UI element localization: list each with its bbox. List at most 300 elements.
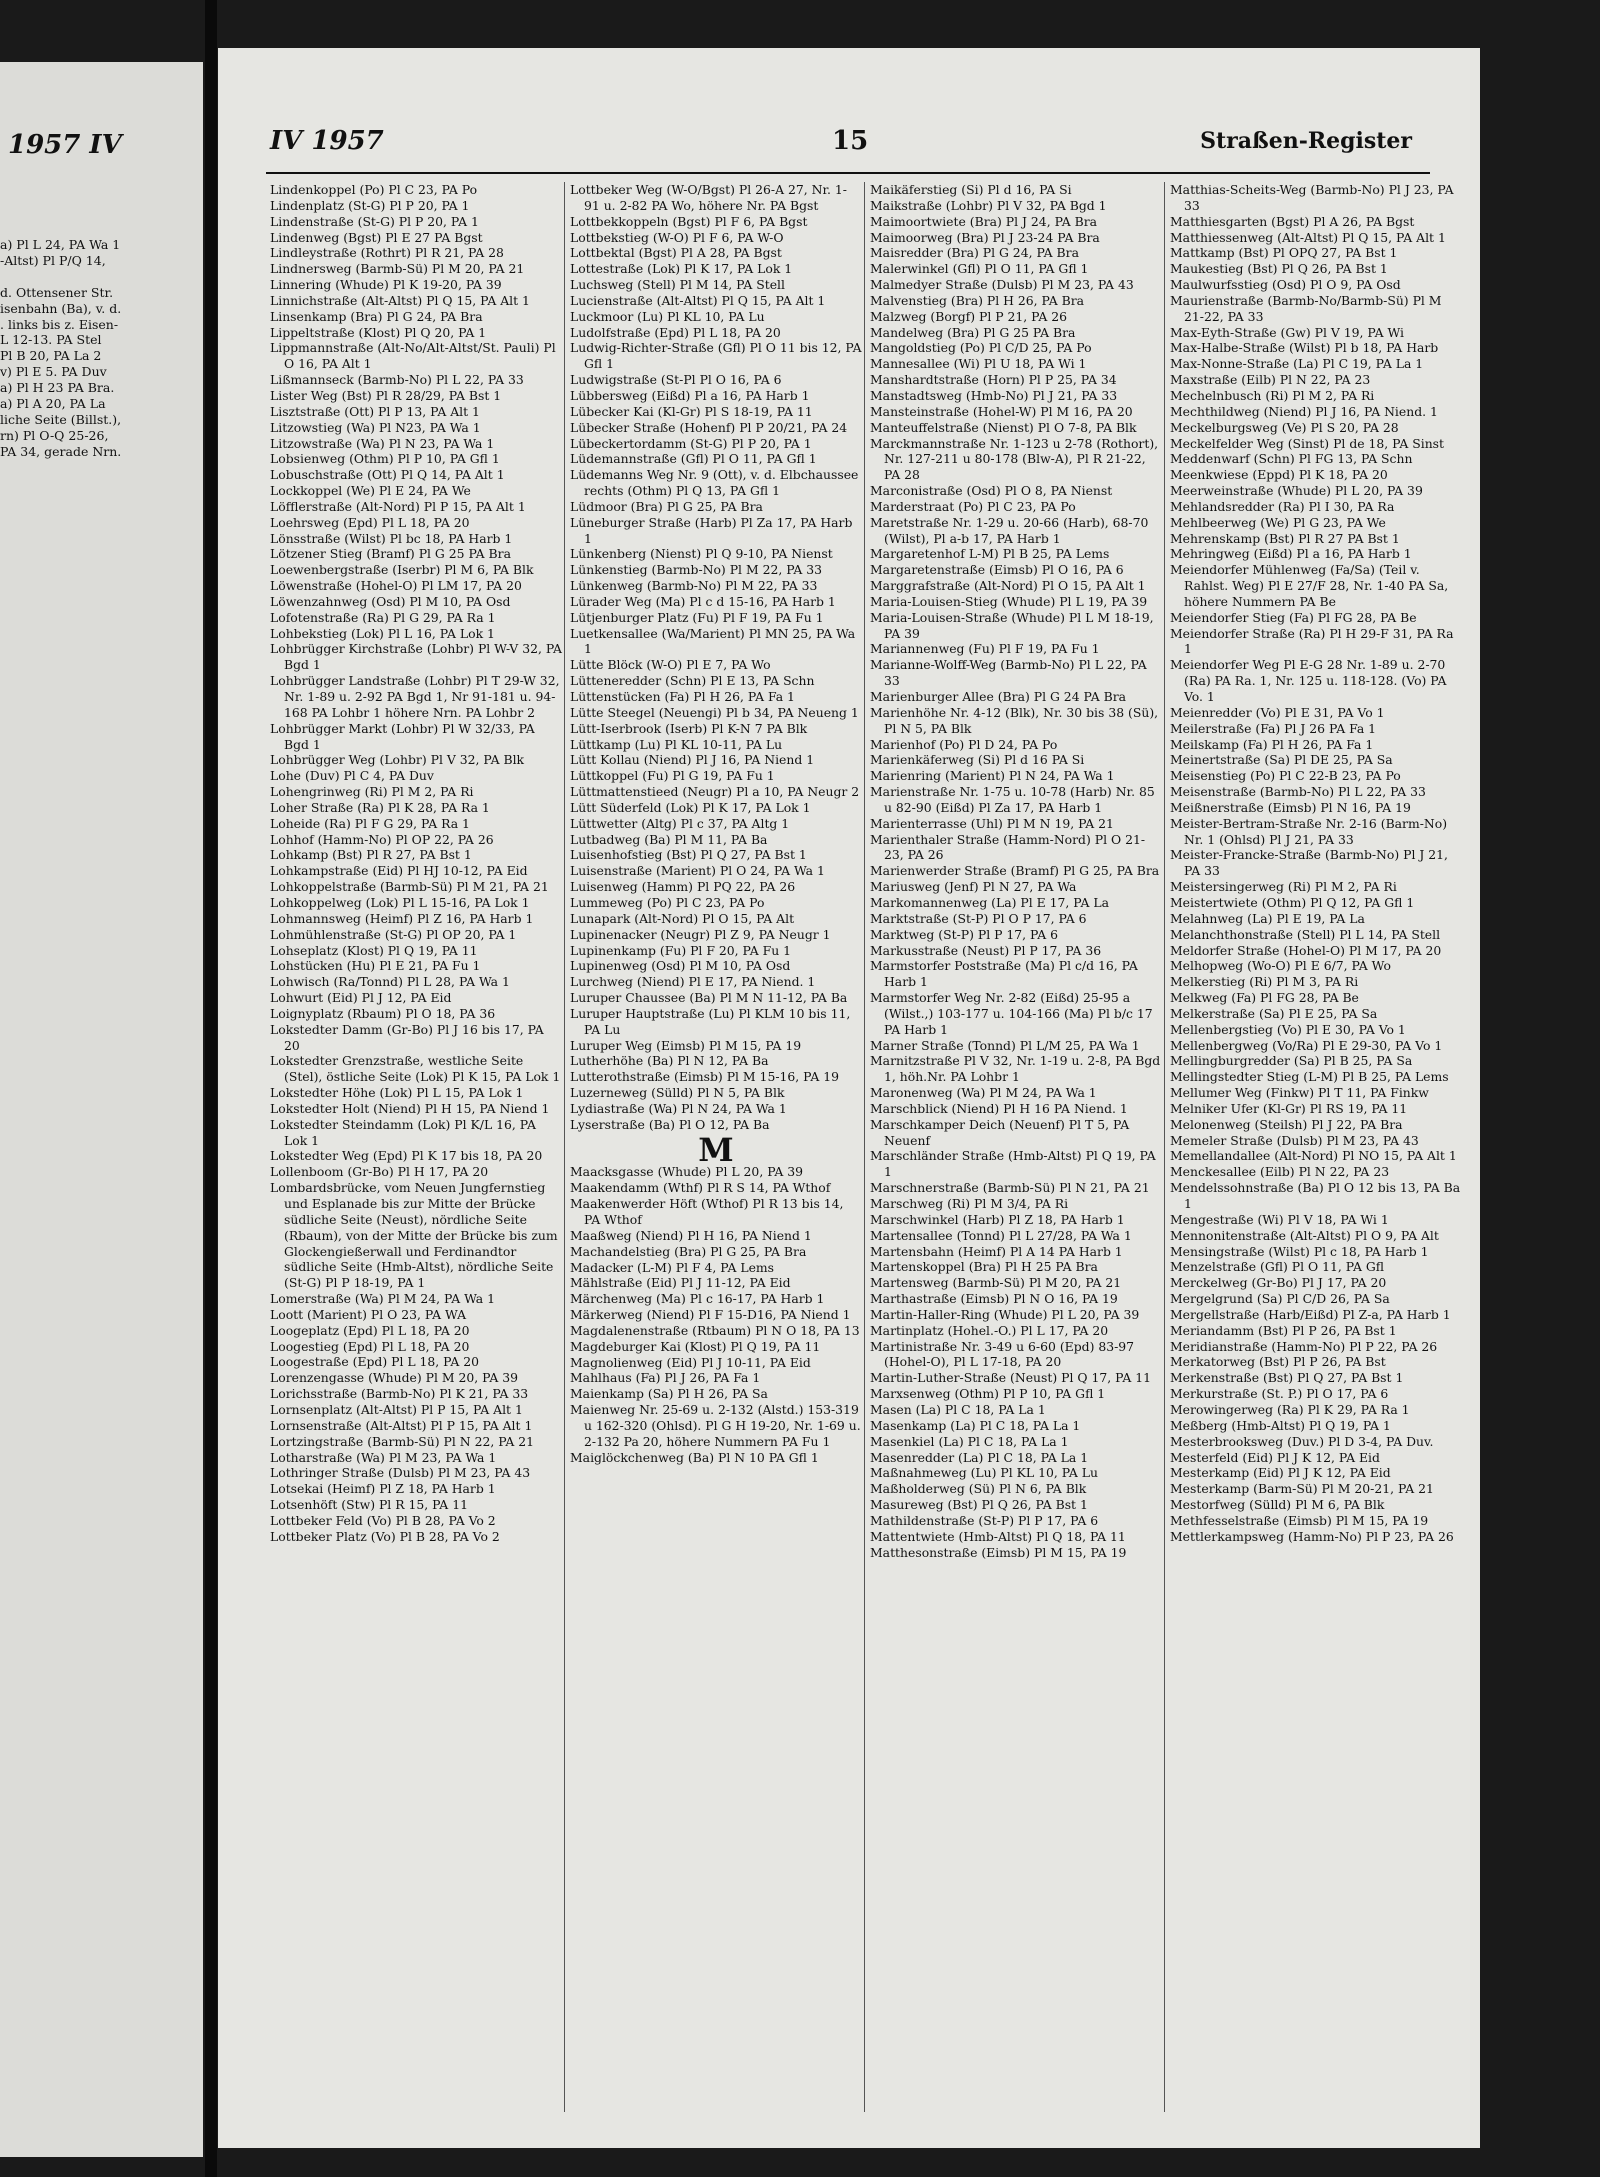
street-entry: Marienterrasse (Uhl) Pl M N 19, PA 21 [870,815,1114,831]
street-entry: Maacksgasse (Whude) Pl L 20, PA 39 [570,1164,804,1180]
street-entry: Mestorfweg (Sülld) Pl M 6, PA Blk [1170,1497,1385,1513]
street-entry: Memeler Straße (Dulsb) Pl M 23, PA 43 [1170,1132,1419,1148]
street-entry: Lornsenplatz (Alt-Altst) Pl P 15, PA Alt 1 [270,1401,523,1417]
street-entry: Meistersingerweg (Ri) Pl M 2, PA Ri [1170,879,1397,895]
street-entry: Lindleystraße (Rothrt) Pl R 21, PA 28 [270,245,504,261]
street-entry: Marschweg (Ri) Pl M 3/4, PA Ri [870,1196,1069,1211]
street-entry: Meienredder (Vo) Pl E 31, PA Vo 1 [1170,704,1385,720]
street-entry: Marienhöhe Nr. 4-12 (Blk), Nr. 30 bis 38 (Sü), Pl N 5, PA Blk [870,704,1159,736]
street-entry: Ludwigstraße (St-Pl Pl O 16, PA 6 [570,372,782,388]
street-entry: Märchenweg (Ma) Pl c 16-17, PA Harb 1 [570,1291,825,1307]
street-entry: Meriandamm (Bst) Pl P 26, PA Bst 1 [1170,1322,1397,1338]
street-entry: Mannesallee (Wi) Pl U 18, PA Wi 1 [870,356,1087,372]
street-entry: Maria-Louisen-Stieg (Whude) Pl L 19, PA 39 [870,593,1148,609]
street-entry: Lotsenhöft (Stw) Pl R 15, PA 11 [270,1497,468,1513]
street-entry: Meldorfer Straße (Hohel-O) Pl M 17, PA 20 [1170,942,1442,958]
street-entry: Loott (Marient) Pl O 23, PA WA [270,1306,467,1322]
street-entry: Lokstedter Holt (Niend) Pl H 15, PA Niend 1 [270,1100,550,1116]
street-entry: Lomerstraße (Wa) Pl M 24, PA Wa 1 [270,1291,496,1307]
street-entry: Lißmannseck (Barmb-No) Pl L 22, PA 33 [270,372,524,388]
street-entry: Mehlbeerweg (We) Pl G 23, PA We [1170,514,1386,530]
street-entry: Malzweg (Borgf) Pl P 21, PA 26 [870,308,1067,324]
street-entry: Masenkamp (La) Pl C 18, PA La 1 [870,1417,1081,1433]
street-entry: Marienhof (Po) Pl D 24, PA Po [870,736,1058,752]
street-entry: Mellenbergweg (Vo/Ra) Pl E 29-30, PA Vo 1 [1170,1037,1443,1053]
street-entry: Loogestraße (Epd) Pl L 18, PA 20 [270,1354,480,1370]
street-entry: Marktstraße (St-P) Pl O P 17, PA 6 [870,910,1087,926]
street-entry: Martensbahn (Heimf) Pl A 14 PA Harb 1 [870,1243,1123,1259]
street-entry: Maukestieg (Bst) Pl Q 26, PA Bst 1 [1170,261,1388,277]
street-entry: Lotharstraße (Wa) Pl M 23, PA Wa 1 [270,1449,497,1465]
street-entry: Meßberg (Hmb-Altst) Pl Q 19, PA 1 [1170,1417,1391,1433]
street-entry: Meridianstraße (Hamm-No) Pl P 22, PA 26 [1170,1338,1438,1354]
street-entry: Maikäferstieg (Si) Pl d 16, PA Si [870,182,1072,197]
street-entry: Lottbeker Platz (Vo) Pl B 28, PA Vo 2 [270,1528,500,1544]
street-entry: Marschkamper Deich (Neuenf) Pl T 5, PA Neuenf [870,1116,1130,1148]
street-entry: Löfflerstraße (Alt-Nord) Pl P 15, PA Alt 1 [270,498,526,514]
street-entry: Meißnerstraße (Eimsb) Pl N 16, PA 19 [1170,799,1411,815]
street-entry: Lohwurt (Eid) Pl J 12, PA Eid [270,990,452,1006]
street-entry: Magdeburger Kai (Klost) Pl Q 19, PA 11 [570,1338,821,1354]
street-entry: Martinistraße Nr. 3-49 u 6-60 (Epd) 83-97 (Hohel-O), Pl L 17-18, PA 20 [870,1338,1135,1370]
street-entry: Maienweg Nr. 25-69 u. 2-132 (Alstd.) 153-319 u 162-320 (Ohlsd). Pl G H 19-20, Nr. 1-69 u. 2-132 Pa 20, höhere Nummern PA Fu 1 [570,1402,861,1449]
street-entry: Mesterfeld (Eid) Pl J K 12, PA Eid [1170,1449,1380,1465]
street-entry: Marckmannstraße Nr. 1-123 u 2-78 (Rothort), Nr. 127-211 u 80-178 (Blw-A), Pl R 21-22, PA 28 [870,435,1159,483]
street-entry: Max-Halbe-Straße (Wilst) Pl b 18, PA Harb [1170,340,1439,356]
street-entry: Melhopweg (Wo-O) Pl E 6/7, PA Wo [1170,958,1391,974]
street-entry: Malvenstieg (Bra) Pl H 26, PA Bra [870,292,1085,308]
street-entry: Lohwisch (Ra/Tonnd) Pl L 28, PA Wa 1 [270,974,510,990]
street-entry: Margaretenstraße (Eimsb) Pl O 16, PA 6 [870,562,1124,578]
street-entry: Malmedyer Straße (Dulsb) Pl M 23, PA 43 [870,277,1134,293]
street-entry: Maronenweg (Wa) Pl M 24, PA Wa 1 [870,1085,1097,1101]
street-entry: Lübbersweg (Eißd) Pl a 16, PA Harb 1 [570,387,810,403]
street-entry: Melonenweg (Steilsh) Pl J 22, PA Bra [1170,1116,1403,1132]
section-letter: M [698,1130,734,1169]
street-entry: Meckelfelder Weg (Sinst) Pl de 18, PA Sinst [1170,435,1445,451]
street-entry: Mangoldstieg (Po) Pl C/D 25, PA Po [870,340,1092,356]
street-entry: Lockkoppel (We) Pl E 24, PA We [270,483,471,499]
street-entry: Manteuffelstraße (Nienst) Pl O 7-8, PA Blk [870,419,1137,435]
street-entry: Lohkamp (Bst) Pl R 27, PA Bst 1 [270,847,472,863]
street-entry: Loogeplatz (Epd) Pl L 18, PA 20 [270,1322,470,1338]
street-entry: Lütte Blöck (W-O) Pl E 7, PA Wo [570,657,771,673]
street-entry: Marienring (Marient) Pl N 24, PA Wa 1 [870,768,1115,784]
street-entry: Mehringweg (Eißd) Pl a 16, PA Harb 1 [1170,546,1412,562]
street-entry: Mansteinstraße (Hohel-W) Pl M 16, PA 20 [870,403,1133,419]
street-entry: Mensingstraße (Wilst) Pl c 18, PA Harb 1 [1170,1243,1429,1259]
street-entry: Lübecker Straße (Hohenf) Pl P 20/21, PA 24 [570,419,848,435]
street-entry: Löwenzahnweg (Osd) Pl M 10, PA Osd [270,593,511,609]
street-entry: Lohmühlenstraße (St-G) Pl OP 20, PA 1 [270,926,517,942]
left-page-fragment-line: a) Pl H 23 PA Bra. [0,380,115,396]
street-entry: Menzelstraße (Gfl) Pl O 11, PA Gfl [1170,1259,1385,1275]
street-entry: Lutterothstraße (Eimsb) Pl M 15-16, PA 19 [570,1069,840,1085]
street-entry: Lüttmattenstieed (Neugr) Pl a 10, PA Neugr 2 [570,784,860,800]
street-entry: Lübeckertordamm (St-G) Pl P 20, PA 1 [570,435,812,451]
street-entry: Maßnahmeweg (Lu) Pl KL 10, PA Lu [870,1465,1099,1481]
street-entry: Lünkenweg (Barmb-No) Pl M 22, PA 33 [570,578,818,594]
street-entry: Lüneburger Straße (Harb) Pl Za 17, PA Harb 1 [570,514,853,546]
left-page-fragment-line: a) Pl L 24, PA Wa 1 [0,237,121,252]
street-entry: Markomannenweg (La) Pl E 17, PA La [870,894,1109,910]
street-entry: Lornsenstraße (Alt-Altst) Pl P 15, PA Alt 1 [270,1417,533,1433]
street-entry: Maria-Louisen-Straße (Whude) Pl L M 18-19, PA 39 [870,609,1154,641]
street-entry: Mechelnbusch (Ri) Pl M 2, PA Ri [1170,387,1375,403]
left-page-edge [0,62,203,2157]
street-entry: Lucienstraße (Alt-Altst) Pl Q 15, PA Alt 1 [570,292,826,308]
street-entry: Mesterkamp (Barm-Sü) Pl M 20-21, PA 21 [1170,1481,1434,1497]
street-entry: Loher Straße (Ra) Pl K 28, PA Ra 1 [270,799,490,815]
running-head-volume: IV 1957 [270,126,384,156]
street-entry: Marnitzstraße Pl V 32, Nr. 1-19 u. 2-8, PA Bgd 1, höh.Nr. PA Lohbr 1 [870,1053,1161,1085]
street-column-1 [270,182,562,1545]
street-entry: Lutbadweg (Ba) Pl M 11, PA Ba [570,831,768,847]
street-entry: Mehlandsredder (Ra) Pl I 30, PA Ra [1170,498,1395,514]
column-divider [564,182,565,2112]
street-entry: Meiendorfer Stieg (Fa) Pl FG 28, PA Be [1170,609,1417,625]
street-entry: Memellandallee (Alt-Nord) Pl NO 15, PA Alt 1 [1170,1148,1457,1164]
street-entry: Marggrafstraße (Alt-Nord) Pl O 15, PA Alt 1 [870,578,1146,594]
street-entry: Lupinenkamp (Fu) Pl F 20, PA Fu 1 [570,942,791,958]
street-entry: Mellingburgredder (Sa) Pl B 25, PA Sa [1170,1053,1413,1069]
street-column-2 [570,182,862,1466]
street-entry: Maulwurfsstieg (Osd) Pl O 9, PA Osd [1170,277,1401,293]
street-entry: Martinplatz (Hohel.-O.) Pl L 17, PA 20 [870,1322,1109,1338]
street-entry: Mellingstedter Stieg (L-M) Pl B 25, PA Lems [1170,1069,1449,1085]
street-entry: Lindenkoppel (Po) Pl C 23, PA Po [270,182,478,197]
street-entry: Maurienstraße (Barmb-No/Barmb-Sü) Pl M 21-22, PA 33 [1170,292,1442,324]
street-entry: Meisenstraße (Barmb-No) Pl L 22, PA 33 [1170,784,1426,800]
street-entry: Lobsienweg (Othm) Pl P 10, PA Gfl 1 [270,451,500,467]
street-entry: Loignyplatz (Rbaum) Pl O 18, PA 36 [270,1005,496,1021]
street-entry: Meisenstieg (Po) Pl C 22-B 23, PA Po [1170,768,1401,784]
street-entry: Machandelstieg (Bra) Pl G 25, PA Bra [570,1243,807,1259]
street-entry: Lottbeker Feld (Vo) Pl B 28, PA Vo 2 [270,1512,496,1528]
street-entry: Lohmannsweg (Heimf) Pl Z 16, PA Harb 1 [270,910,534,926]
street-entry: Lisztstraße (Ott) Pl P 13, PA Alt 1 [270,403,480,419]
street-entry: Meiendorfer Weg Pl E-G 28 Nr. 1-89 u. 2-70 (Ra) PA Ra. 1, Nr. 125 u. 118-128. (Vo) PA Vo. 1 [1170,657,1447,704]
street-entry: Martin-Haller-Ring (Whude) Pl L 20, PA 39 [870,1306,1140,1322]
street-entry: Marschwinkel (Harb) Pl Z 18, PA Harb 1 [870,1211,1125,1227]
street-entry: Lindenplatz (St-G) Pl P 20, PA 1 [270,197,470,213]
column-divider [1164,182,1165,2112]
street-entry: Lydiastraße (Wa) Pl N 24, PA Wa 1 [570,1100,787,1116]
street-entry: Mahlhaus (Fa) Pl J 26, PA Fa 1 [570,1370,761,1386]
street-entry: Methfesselstraße (Eimsb) Pl M 15, PA 19 [1170,1512,1429,1528]
street-entry: Lippmannstraße (Alt-No/Alt-Altst/St. Pauli) Pl O 16, PA Alt 1 [270,340,556,372]
street-entry: Merkatorweg (Bst) Pl P 26, PA Bst [1170,1354,1386,1370]
left-page-fragment-line [0,269,200,285]
street-entry: Marconistraße (Osd) Pl O 8, PA Nienst [870,483,1113,499]
street-entry: Manshardtstraße (Horn) Pl P 25, PA 34 [870,372,1117,388]
column-divider [864,182,865,2112]
street-entry: Luruper Chaussee (Ba) Pl M N 11-12, PA Ba [570,990,848,1006]
street-entry: Max-Eyth-Straße (Gw) Pl V 19, PA Wi [1170,324,1404,340]
street-entry: Mattkamp (Bst) Pl OPQ 27, PA Bst 1 [1170,245,1398,261]
street-entry: Maakenwerder Höft (Wthof) Pl R 13 bis 14, PA Wthof [570,1196,844,1227]
street-entry: Melanchthonstraße (Stell) Pl L 14, PA Stell [1170,926,1441,942]
street-entry: Markusstraße (Neust) Pl P 17, PA 36 [870,942,1102,958]
street-entry: Maiglöckchenweg (Ba) Pl N 10 PA Gfl 1 [570,1449,819,1465]
left-page-header: 1957 IV [8,130,122,160]
left-page-fragments [0,237,200,460]
street-entry: Magnolienweg (Eid) Pl J 10-11, PA Eid [570,1354,811,1370]
street-entry: Mariannenweg (Fu) Pl F 19, PA Fu 1 [870,641,1100,657]
street-entry: Meistertwiete (Othm) Pl Q 12, PA Gfl 1 [1170,894,1415,910]
street-entry: Löwenstraße (Hohel-O) Pl LM 17, PA 20 [270,578,522,594]
street-entry: Maretstraße Nr. 1-29 u. 20-66 (Harb), 68-70 (Wilst), Pl a-b 17, PA Harb 1 [870,514,1149,546]
street-entry: Lütt-Iserbrook (Iserb) Pl K-N 7 PA Blk [570,720,808,736]
street-entry: Lüttenstücken (Fa) Pl H 26, PA Fa 1 [570,689,795,704]
street-entry: Mariusweg (Jenf) Pl N 27, PA Wa [870,879,1077,895]
street-entry: Meckelburgsweg (Ve) Pl S 20, PA 28 [1170,419,1399,435]
street-entry: Matthiesgarten (Bgst) Pl A 26, PA Bgst [1170,213,1415,229]
street-entry: Lünkenstieg (Barmb-No) Pl M 22, PA 33 [570,562,823,578]
street-entry: Luzerneweg (Sülld) Pl N 5, PA Blk [570,1085,785,1101]
left-page-fragment-line: a) Pl A 20, PA La [0,396,106,412]
street-entry: Luchsweg (Stell) Pl M 14, PA Stell [570,277,785,293]
street-entry: Lohstücken (Hu) Pl E 21, PA Fu 1 [270,958,481,974]
street-entry: Lübecker Kai (Kl-Gr) Pl S 18-19, PA 11 [570,403,813,419]
street-entry: Lüttkoppel (Fu) Pl G 19, PA Fu 1 [570,768,775,784]
street-entry: Maaßweg (Niend) Pl H 16, PA Niend 1 [570,1227,812,1243]
street-entry: Meenkwiese (Eppd) Pl K 18, PA 20 [1170,467,1388,483]
street-entry: Lorichsstraße (Barmb-No) Pl K 21, PA 33 [270,1386,529,1402]
street-entry: Meister-Francke-Straße (Barmb-No) Pl J 21, PA 33 [1170,847,1448,879]
street-entry: Lindenstraße (St-G) Pl P 20, PA 1 [270,213,479,229]
street-entry: Lortzingstraße (Barmb-Sü) Pl N 22, PA 21 [270,1433,535,1449]
street-entry: Mettlerkampsweg (Hamm-No) Pl P 23, PA 26 [1170,1528,1454,1544]
street-entry: Meiendorfer Straße (Ra) Pl H 29-F 31, PA Ra 1 [1170,625,1454,657]
street-entry: Lohhof (Hamm-No) Pl OP 22, PA 26 [270,831,494,847]
street-entry: Madacker (L-M) Pl F 4, PA Lems [570,1259,775,1275]
street-entry: Marschländer Straße (Hmb-Altst) Pl Q 19, PA 1 [870,1148,1156,1180]
street-entry: Manstadtsweg (Hmb-No) Pl J 21, PA 33 [870,387,1118,403]
street-entry: Lottestraße (Lok) Pl K 17, PA Lok 1 [570,261,793,277]
street-entry: Linnichstraße (Alt-Altst) Pl Q 15, PA Alt 1 [270,292,530,308]
street-entry: Lohbrügger Weg (Lohbr) Pl V 32, PA Blk [270,752,525,768]
left-page-fragment-line: L 12-13. PA Stel [0,332,102,348]
street-entry: Mechthildweg (Niend) Pl J 16, PA Niend. 1 [1170,403,1438,419]
street-entry: Mandelweg (Bra) Pl G 25 PA Bra [870,324,1076,340]
left-page-fragment-line: -Altst) Pl P/Q 14, [0,252,106,268]
street-entry: Loehrsweg (Epd) Pl L 18, PA 20 [270,514,470,530]
left-page-fragment-line: PA 34, gerade Nrn. [0,443,122,459]
street-entry: Luruper Hauptstraße (Lu) Pl KLM 10 bis 11, PA Lu [570,1005,851,1037]
street-entry: Masenkiel (La) Pl C 18, PA La 1 [870,1433,1069,1449]
street-entry: Lötzener Stieg (Bramf) Pl G 25 PA Bra [270,546,511,562]
left-page-fragment-line: isenbahn (Ba), v. d. [0,300,122,316]
street-entry: Maisredder (Bra) Pl G 24, PA Bra [870,245,1079,261]
street-entry: Lohengrinweg (Ri) Pl M 2, PA Ri [270,784,474,800]
street-entry: Martensallee (Tonnd) Pl L 27/28, PA Wa 1 [870,1227,1132,1243]
street-entry: Loewenbergstraße (Iserbr) Pl M 6, PA Blk [270,562,534,578]
street-entry: Masenredder (La) Pl C 18, PA La 1 [870,1449,1089,1465]
street-entry: Lüttwetter (Altg) Pl c 37, PA Altg 1 [570,815,790,831]
street-entry: Meilskamp (Fa) Pl H 26, PA Fa 1 [1170,736,1374,752]
street-entry: Lüdmoor (Bra) Pl G 25, PA Bra [570,498,763,514]
street-entry: Mathildenstraße (St-P) Pl P 17, PA 6 [870,1512,1099,1528]
street-entry: Lummeweg (Po) Pl C 23, PA Po [570,894,765,910]
street-entry: Lindenweg (Bgst) Pl E 27 PA Bgst [270,229,483,245]
book-gutter [205,0,217,2177]
street-entry: Mendelssohnstraße (Ba) Pl O 12 bis 13, PA Ba 1 [1170,1180,1461,1211]
street-entry: Menckesallee (Eilb) Pl N 22, PA 23 [1170,1164,1390,1180]
street-entry: Lutherhöhe (Ba) Pl N 12, PA Ba [570,1053,769,1069]
street-entry: Linnering (Whude) Pl K 19-20, PA 39 [270,277,502,293]
street-entry: Litzowstieg (Wa) Pl N23, PA Wa 1 [270,419,481,435]
street-entry: Merckelweg (Gr-Bo) Pl J 17, PA 20 [1170,1275,1387,1291]
street-entry: Lüdemannstraße (Gfl) Pl O 11, PA Gfl 1 [570,451,817,467]
street-entry: Ludolfstraße (Epd) Pl L 18, PA 20 [570,324,781,340]
street-entry: Merkenstraße (Bst) Pl Q 27, PA Bst 1 [1170,1370,1404,1386]
street-entry: Meilerstraße (Fa) Pl J 26 PA Fa 1 [1170,720,1377,736]
left-page-fragment-line: rn) Pl O-Q 25-26, [0,427,109,443]
street-entry: Luetkensallee (Wa/Marient) Pl MN 25, PA Wa 1 [570,625,856,657]
street-entry: Matthiessenweg (Alt-Altst) Pl Q 15, PA Alt 1 [1170,229,1446,245]
street-entry: Lohe (Duv) Pl C 4, PA Duv [270,768,434,784]
street-entry: Mellenbergstieg (Vo) Pl E 30, PA Vo 1 [1170,1021,1406,1037]
street-entry: Marthastraße (Eimsb) Pl N O 16, PA 19 [870,1291,1118,1307]
street-entry: Marschnerstraße (Barmb-Sü) Pl N 21, PA 21 [870,1180,1150,1196]
street-entry: Mellumer Weg (Finkw) Pl T 11, PA Finkw [1170,1085,1429,1101]
street-entry: Masen (La) Pl C 18, PA La 1 [870,1401,1046,1417]
street-entry: Meister-Bertram-Straße Nr. 2-16 (Barm-No) Nr. 1 (Ohlsd) Pl J 21, PA 33 [1170,815,1448,847]
street-entry: Merowingerweg (Ra) Pl K 29, PA Ra 1 [1170,1401,1410,1417]
street-entry: Marmstorfer Poststraße (Ma) Pl c/d 16, PA Harb 1 [870,958,1138,990]
page-number: 15 [832,126,869,156]
street-entry: Martenskoppel (Bra) Pl H 25 PA Bra [870,1259,1098,1275]
street-entry: Lokstedter Weg (Epd) Pl K 17 bis 18, PA 20 [270,1148,543,1164]
street-entry: Lindnersweg (Barmb-Sü) Pl M 20, PA 21 [270,261,525,277]
street-entry: Lothringer Straße (Dulsb) Pl M 23, PA 43 [270,1465,531,1481]
street-entry: Marderstraat (Po) Pl C 23, PA Po [870,498,1076,514]
header-rule [266,172,1430,174]
street-entry: Martensweg (Barmb-Sü) Pl M 20, PA 21 [870,1275,1122,1291]
street-entry: Luisenstraße (Marient) Pl O 24, PA Wa 1 [570,863,825,879]
street-entry: Marmstorfer Weg Nr. 2-82 (Eißd) 25-95 a (Wilst.,) 103-177 u. 104-166 (Ma) Pl b/c 17 PA Harb 1 [870,990,1153,1037]
street-entry: Lütt Kollau (Niend) Pl J 16, PA Niend 1 [570,752,815,768]
street-entry: Marschblick (Niend) Pl H 16 PA Niend. 1 [870,1100,1128,1116]
street-entry: Marienkäferweg (Si) Pl d 16 PA Si [870,752,1085,768]
street-entry: Lütjenburger Platz (Fu) Pl F 19, PA Fu 1 [570,609,824,625]
left-page-fragment-line: . links bis z. Eisen- [0,316,119,332]
street-entry: Magdalenenstraße (Rtbaum) Pl N O 18, PA 13 [570,1322,860,1338]
street-entry: Mennonitenstraße (Alt-Altst) Pl O 9, PA Alt [1170,1227,1439,1243]
street-entry: Maimoorweg (Bra) Pl J 23-24 PA Bra [870,229,1100,245]
street-entry: Mergellstraße (Harb/Eißd) Pl Z-a, PA Harb 1 [1170,1306,1451,1322]
street-entry: Mergelgrund (Sa) Pl C/D 26, PA Sa [1170,1291,1390,1307]
street-entry: Mesterkamp (Eid) Pl J K 12, PA Eid [1170,1465,1391,1481]
street-entry: Matthias-Scheits-Weg (Barmb-No) Pl J 23, PA 33 [1170,182,1454,213]
street-entry: Lippeltstraße (Klost) Pl Q 20, PA 1 [270,324,487,340]
left-page-fragment-line: v) Pl E 5. PA Duv [0,364,107,380]
street-entry: Maimoortwiete (Bra) Pl J 24, PA Bra [870,213,1098,229]
street-entry: Lupinenacker (Neugr) Pl Z 9, PA Neugr 1 [570,926,831,942]
street-entry: Matthesonstraße (Eimsb) Pl M 15, PA 19 [870,1544,1127,1560]
street-entry: Lokstedter Grenzstraße, westliche Seite (Stel), östliche Seite (Lok) Pl K 15, PA Lok 1 [270,1053,561,1085]
left-page-fragment-line: Pl B 20, PA La 2 [0,348,102,364]
street-entry: Melkweg (Fa) Pl FG 28, PA Be [1170,990,1359,1006]
street-entry: Meddenwarf (Schn) Pl FG 13, PA Schn [1170,451,1413,467]
street-entry: Melniker Ufer (Kl-Gr) Pl RS 19, PA 11 [1170,1100,1408,1116]
street-entry: Litzowstraße (Wa) Pl N 23, PA Wa 1 [270,435,495,451]
street-entry: Maxstraße (Eilb) Pl N 22, PA 23 [1170,372,1371,388]
street-entry: Luisenhofstieg (Bst) Pl Q 27, PA Bst 1 [570,847,807,863]
street-entry: Lohkoppelstraße (Barmb-Sü) Pl M 21, PA 21 [270,879,549,895]
street-entry: Martin-Luther-Straße (Neust) Pl Q 17, PA 11 [870,1370,1151,1386]
street-entry: Lottbektal (Bgst) Pl A 28, PA Bgst [570,245,782,261]
street-entry: Lokstedter Höhe (Lok) Pl L 15, PA Lok 1 [270,1085,524,1101]
street-entry: Lohbrügger Markt (Lohbr) Pl W 32/33, PA Bgd 1 [270,720,535,752]
street-entry: Loheide (Ra) Pl F G 29, PA Ra 1 [270,815,470,831]
street-entry: Merkurstraße (St. P.) Pl O 17, PA 6 [1170,1386,1389,1402]
street-entry: Lohbrügger Landstraße (Lohbr) Pl T 29-W 32, Nr. 1-89 u. 2-92 PA Bgd 1, Nr 91-181 u. 94-168 PA Lohbr 1 höhere Nrn. PA Lohbr 2 [270,673,560,720]
street-entry: Melahnweg (La) Pl E 19, PA La [1170,910,1365,926]
street-entry: Ludwig-Richter-Straße (Gfl) Pl O 11 bis 12, PA Gfl 1 [570,340,862,372]
street-entry: Marienstraße Nr. 1-75 u. 10-78 (Harb) Nr. 85 u 82-90 (Eißd) Pl Za 17, PA Harb 1 [870,784,1155,815]
street-entry: Lohbekstieg (Lok) Pl L 16, PA Lok 1 [270,625,495,641]
street-entry: Mattentwiete (Hmb-Altst) Pl Q 18, PA 11 [870,1528,1126,1544]
street-entry: Margaretenhof L-M) Pl B 25, PA Lems [870,546,1110,562]
street-entry: Maakendamm (Wthf) Pl R S 14, PA Wthof [570,1180,831,1196]
street-entry: Marienwerder Straße (Bramf) Pl G 25, PA Bra [870,863,1160,879]
running-head [218,126,1480,162]
street-entry: Maikstraße (Lohbr) Pl V 32, PA Bgd 1 [870,197,1107,213]
street-entry: Lohkoppelweg (Lok) Pl L 15-16, PA Lok 1 [270,894,530,910]
street-column-3 [870,182,1162,1560]
street-entry: Lupinenweg (Osd) Pl M 10, PA Osd [570,958,791,974]
street-entry: Mählstraße (Eid) Pl J 11-12, PA Eid [570,1275,791,1291]
street-entry: Lister Weg (Bst) Pl R 28/29, PA Bst 1 [270,387,502,403]
street-entry: Marxsenweg (Othm) Pl P 10, PA Gfl 1 [870,1386,1106,1402]
street-entry: Malerwinkel (Gfl) Pl O 11, PA Gfl 1 [870,261,1089,277]
street-entry: Lohkampstraße (Eid) Pl HJ 10-12, PA Eid [270,863,528,879]
register-page [218,48,1480,2148]
left-page-fragment-line: liche Seite (Billst.), [0,411,122,427]
street-entry: Lofotenstraße (Ra) Pl G 29, PA Ra 1 [270,609,496,625]
street-entry: Lombardsbrücke, vom Neuen Jungfernstieg und Esplanade bis zur Mitte der Brücke südliche Seite (Neust), nördliche Seite (Rbaum), von der Mitte der Brücke bis zum Glockengießerwall und Ferdinandtor südliche Seite (Hmb-Altst), nördliche Seite (St-G) Pl P 18-19, PA 1 [270,1180,558,1291]
street-entry: Marianne-Wolff-Weg (Barmb-No) Pl L 22, PA 33 [870,657,1147,689]
street-entry: Max-Nonne-Straße (La) Pl C 19, PA La 1 [1170,356,1424,372]
street-entry: Marienthaler Straße (Hamm-Nord) Pl O 21-23, PA 26 [870,831,1146,863]
street-entry: Meerweinstraße (Whude) Pl L 20, PA 39 [1170,483,1423,499]
street-entry: Mesterbrooksweg (Duv.) Pl D 3-4, PA Duv. [1170,1433,1434,1449]
street-entry: Marner Straße (Tonnd) Pl L/M 25, PA Wa 1 [870,1037,1140,1053]
street-entry: Lyserstraße (Ba) Pl O 12, PA Ba [570,1116,770,1132]
street-entry: Linsenkamp (Bra) Pl G 24, PA Bra [270,308,483,324]
street-entry: Lohseplatz (Klost) Pl Q 19, PA 11 [270,942,478,958]
street-entry: Lütteneredder (Schn) Pl E 13, PA Schn [570,673,815,689]
street-entry: Luisenweg (Hamm) Pl PQ 22, PA 26 [570,879,796,895]
street-entry: Lürader Weg (Ma) Pl c d 15-16, PA Harb 1 [570,593,836,609]
section-title: Straßen-Register [1200,128,1412,154]
street-entry: Mehrenskamp (Bst) Pl R 27 PA Bst 1 [1170,530,1400,546]
street-entry: Lokstedter Damm (Gr-Bo) Pl J 16 bis 17, PA 20 [270,1021,544,1053]
street-entry: Lönsstraße (Wilst) Pl bc 18, PA Harb 1 [270,530,513,546]
street-entry: Märkerweg (Niend) Pl F 15-D16, PA Niend 1 [570,1307,851,1323]
street-entry: Maienkamp (Sa) Pl H 26, PA Sa [570,1386,768,1402]
street-entry: Lobuschstraße (Ott) Pl Q 14, PA Alt 1 [270,467,505,483]
street-entry: Lottbeker Weg (W-O/Bgst) Pl 26-A 27, Nr. 1-91 u. 2-82 PA Wo, höhere Nr. PA Bgst [570,182,847,213]
street-entry: Lurchweg (Niend) Pl E 17, PA Niend. 1 [570,974,816,990]
street-entry: Meiendorfer Mühlenweg (Fa/Sa) (Teil v. Rahlst. Weg) Pl E 27/F 28, Nr. 1-40 PA Sa, höhere Nummern PA Be [1170,562,1449,609]
street-entry: Lünkenberg (Nienst) Pl Q 9-10, PA Nienst [570,546,833,562]
street-entry: Lohbrügger Kirchstraße (Lohbr) Pl W-V 32, PA Bgd 1 [270,641,562,673]
street-entry: Masureweg (Bst) Pl Q 26, PA Bst 1 [870,1497,1088,1513]
street-entry: Lunapark (Alt-Nord) Pl O 15, PA Alt [570,910,795,926]
